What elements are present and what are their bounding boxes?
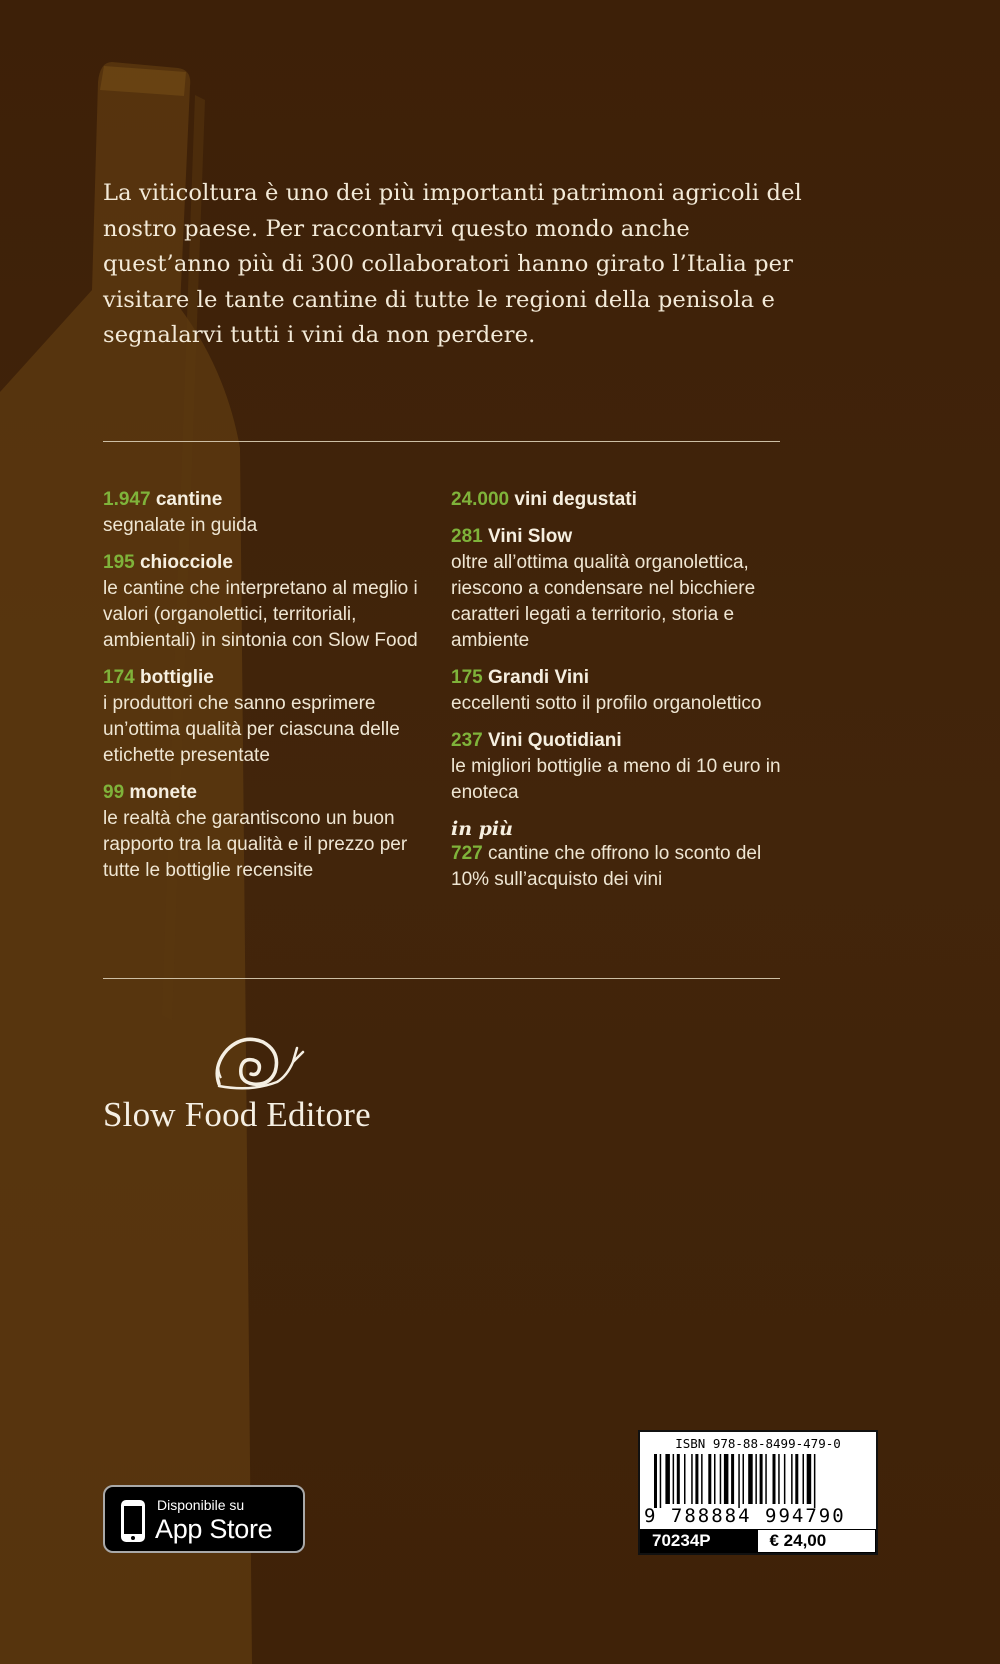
barcode-bar (673, 1454, 675, 1504)
intro-paragraph: La viticoltura è uno dei più importanti patrimoni agricoli del nostro paese. Per raccontarvi questo mondo anche quest’anno più di 300 collaboratori hanno girato l’Italia per visitare le tante cantine di tutte le regioni della penisola e segnalarvi tutti i vini da non perdere. (103, 180, 802, 349)
app-store-small-text: Disponibile su (157, 1497, 245, 1513)
barcode-bar (701, 1454, 703, 1504)
barcode-bar (731, 1454, 734, 1504)
ean-left-digits: 788884 (670, 1505, 752, 1527)
stat-grandi-vini (451, 665, 781, 717)
isbn-text: ISBN 978-88-8499-479-0 (675, 1436, 841, 1451)
stats-column-left (103, 487, 433, 895)
barcode-bar (795, 1454, 798, 1504)
stat-bottiglie (103, 665, 433, 769)
barcode-bar (695, 1454, 698, 1504)
stat-number: 175 (451, 667, 483, 688)
stat-number: 174 (103, 667, 135, 688)
snail-logo-icon (213, 1032, 305, 1090)
barcode-bar (743, 1454, 745, 1504)
barcode-bar (691, 1454, 693, 1504)
barcode-bar (738, 1454, 740, 1508)
stat-number: 727 (451, 843, 483, 864)
barcode-bar (784, 1454, 786, 1504)
stat-description: cantine che offrono lo sconto del 10% sull’acquisto dei vini (451, 843, 762, 890)
barcode (652, 1454, 866, 1508)
stats-column-right (451, 487, 781, 904)
barcode-bar (665, 1454, 670, 1504)
divider-bottom (103, 978, 780, 979)
stat-label: Grandi Vini (487, 667, 589, 688)
publisher-name: Slow Food Editore (103, 1095, 371, 1134)
stat-monete (103, 780, 433, 884)
ean-right-digits: 994790 (765, 1505, 846, 1527)
barcode-bar (724, 1454, 729, 1504)
divider-top (103, 441, 780, 442)
barcode-bar (660, 1454, 662, 1508)
stat-description: le migliori bottiglie a meno di 10 euro in enoteca (451, 756, 781, 803)
barcode-bar (760, 1454, 763, 1504)
stat-description: segnalate in guida (103, 515, 258, 536)
phone-icon (120, 1499, 146, 1543)
stat-number: 99 (103, 782, 125, 803)
app-store-big-text: App Store (155, 1514, 273, 1544)
barcode-bar (814, 1454, 816, 1508)
stat-number: 281 (451, 526, 483, 547)
stat-description: i produttori che sanno esprimere un’ottima qualità per ciascuna delle etichette presentate (103, 693, 400, 766)
barcode-bar (755, 1454, 757, 1504)
stat-description: eccellenti sotto il profilo organolettico (451, 693, 762, 714)
isbn-barcode-label (638, 1430, 878, 1555)
stat-description: le cantine che interpretano al meglio i valori (organolettici, territoriali, ambientali) in sintonia con Slow Food (103, 578, 418, 651)
barcode-bar (684, 1454, 686, 1504)
stat-label: Vini Slow (487, 526, 573, 547)
stat-vini-quotidiani (451, 728, 781, 806)
price: € 24,00 (758, 1530, 876, 1552)
app-store-badge[interactable] (103, 1485, 305, 1553)
extra-heading: in più (451, 818, 513, 840)
price-row (640, 1529, 876, 1553)
barcode-bar (773, 1454, 776, 1504)
barcode-bar (791, 1454, 793, 1504)
stat-in-piu (451, 817, 781, 893)
barcode-bar (765, 1454, 767, 1504)
barcode-bar (748, 1454, 753, 1504)
barcode-bar (803, 1454, 805, 1504)
barcode-bar (708, 1454, 711, 1504)
stat-label: cantine (155, 489, 223, 510)
stat-description: le realtà che garantiscono un buon rapporto tra la qualità e il prezzo per tutte le bottiglie recensite (103, 808, 408, 881)
stat-number: 24.000 (451, 489, 510, 510)
stat-cantine (103, 487, 433, 539)
stat-number: 237 (451, 730, 483, 751)
barcode-bar (654, 1454, 657, 1508)
stat-label: vini degustati (514, 489, 637, 510)
stat-description: oltre all’ottima qualità organolettica, riescono a condensare nel bicchiere caratteri legati a territorio, storia e ambiente (451, 552, 756, 651)
barcode-bar (807, 1454, 812, 1504)
stat-vini-degustati (451, 487, 781, 513)
product-code: 70234P (652, 1531, 711, 1550)
ean-digits (644, 1505, 876, 1527)
stat-label: monete (129, 782, 197, 803)
stat-label: bottiglie (139, 667, 214, 688)
barcode-bar (778, 1454, 780, 1504)
stat-vini-slow (451, 524, 781, 654)
stat-number: 195 (103, 552, 135, 573)
stat-label: chiocciole (139, 552, 233, 573)
stat-number: 1.947 (103, 489, 151, 510)
barcode-bar (714, 1454, 716, 1504)
barcode-bar (720, 1454, 722, 1504)
stat-chiocciole (103, 550, 433, 654)
stat-label: Vini Quotidiani (487, 730, 622, 751)
ean-first-digit: 9 (644, 1505, 658, 1527)
barcode-bar (677, 1454, 680, 1504)
